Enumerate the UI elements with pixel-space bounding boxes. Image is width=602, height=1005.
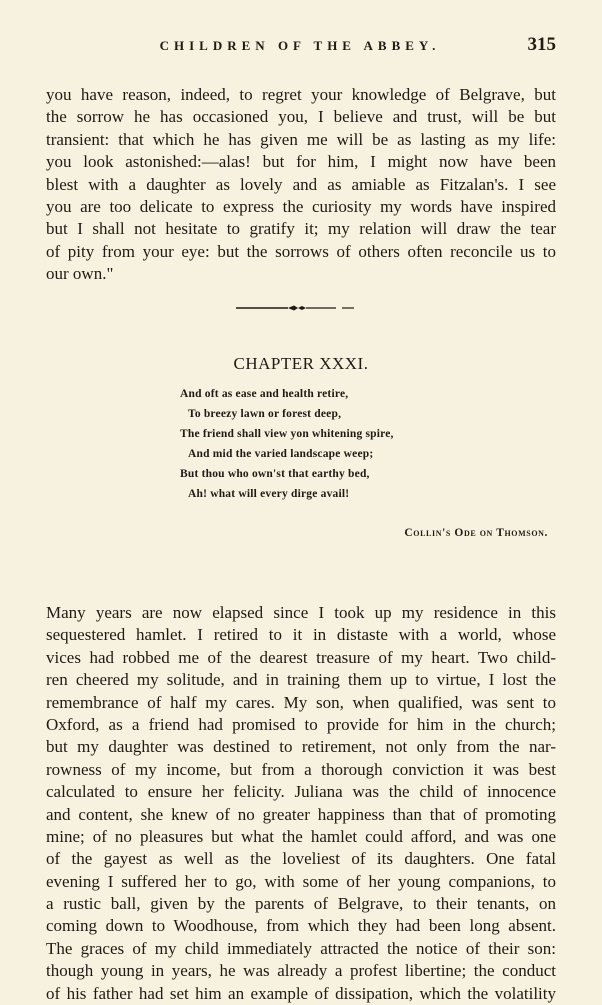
text-line: our own." [46,264,114,284]
verse-line: And oft as ease and health retire, [180,388,349,400]
text-line: evening I suffered her to go, with some of her young companions, to [46,871,556,891]
verse-line: And mid the varied landscape weep; [188,448,374,460]
text-line: calculated to ensure her felicity. Juliana was the child of innocence [46,782,556,802]
text-line: coming down to Woodhouse, from which they had been long absent. [46,916,556,936]
text-line: you have reason, indeed, to regret your knowledge of Belgrave, but [46,85,556,104]
verse-line: But thou who own'st that earthy bed, [180,468,370,480]
verse-line: Ah! what will every dirge avail! [188,488,350,500]
text-line: vices had robbed me of the dearest treasure of my heart. Two child- [46,647,556,667]
text-line: but my daughter was destined to retirement, not only from the nar- [46,737,556,757]
page-number: 315 [527,34,556,55]
text-line: blest with a daughter as lovely and as amiable as Fitzalan's. I see [46,174,556,194]
epigraph-attribution: Collin's Ode on Thomson. [404,527,548,539]
text-line: of pity from your eye: but the sorrows of others often reconcile us to [46,241,556,261]
text-line: Many years are now elapsed since I took up my residence in this [46,603,556,622]
text-line: Oxford, as a friend had promised to provide for him in the church; [46,714,556,734]
text-line: a rustic ball, given by the parents of Belgrave, to their tenants, on [46,894,556,914]
paragraph-continued [46,84,556,286]
text-line: but I shall not hesitate to gratify it; my relation will draw the tear [46,219,556,239]
verse-line: The friend shall view yon whitening spire, [180,428,394,440]
text-line: the sorrow he has occasioned you, I believe and trust, will be but [46,107,556,127]
text-line: of his father had set him an example of dissipation, which the volatility [46,983,556,1003]
text-line: you look astonished:—alas! but for him, I might now have been [46,152,556,172]
text-line: mine; of no pleasures but what the hamlet could afford, and was one [46,826,556,846]
text-line: The graces of my child immediately attracted the notice of their son: [46,938,556,958]
text-line: you are too delicate to express the curiosity my words have inspired [46,196,556,216]
running-head: CHILDREN OF THE ABBEY. [159,38,441,53]
text-line: remembrance of half my cares. My son, when qualified, was sent to [46,692,556,712]
text-line: rowness of my income, but from a thorough conviction it was best [46,759,556,779]
text-line: sequestered hamlet. I retired to it in distaste with a world, whose [46,625,556,645]
verse-line: To breezy lawn or forest deep, [188,408,342,420]
chapter-paragraph [46,602,556,1005]
text-line: and content, she knew of no greater happiness than that of promoting [46,804,556,824]
text-line: of the gayest as well as the loveliest of its daughters. One fatal [46,849,556,869]
text-line: ren cheered my solitude, and in training them up to virtue, I lost the [46,670,556,690]
text-line: though young in years, he was already a profest libertine; the conduct [46,961,556,981]
chapter-heading: CHAPTER XXXI. [233,354,369,373]
text-line: transient: that which he has given me will be as lasting as my life: [46,129,556,149]
ornamental-divider [236,305,356,311]
